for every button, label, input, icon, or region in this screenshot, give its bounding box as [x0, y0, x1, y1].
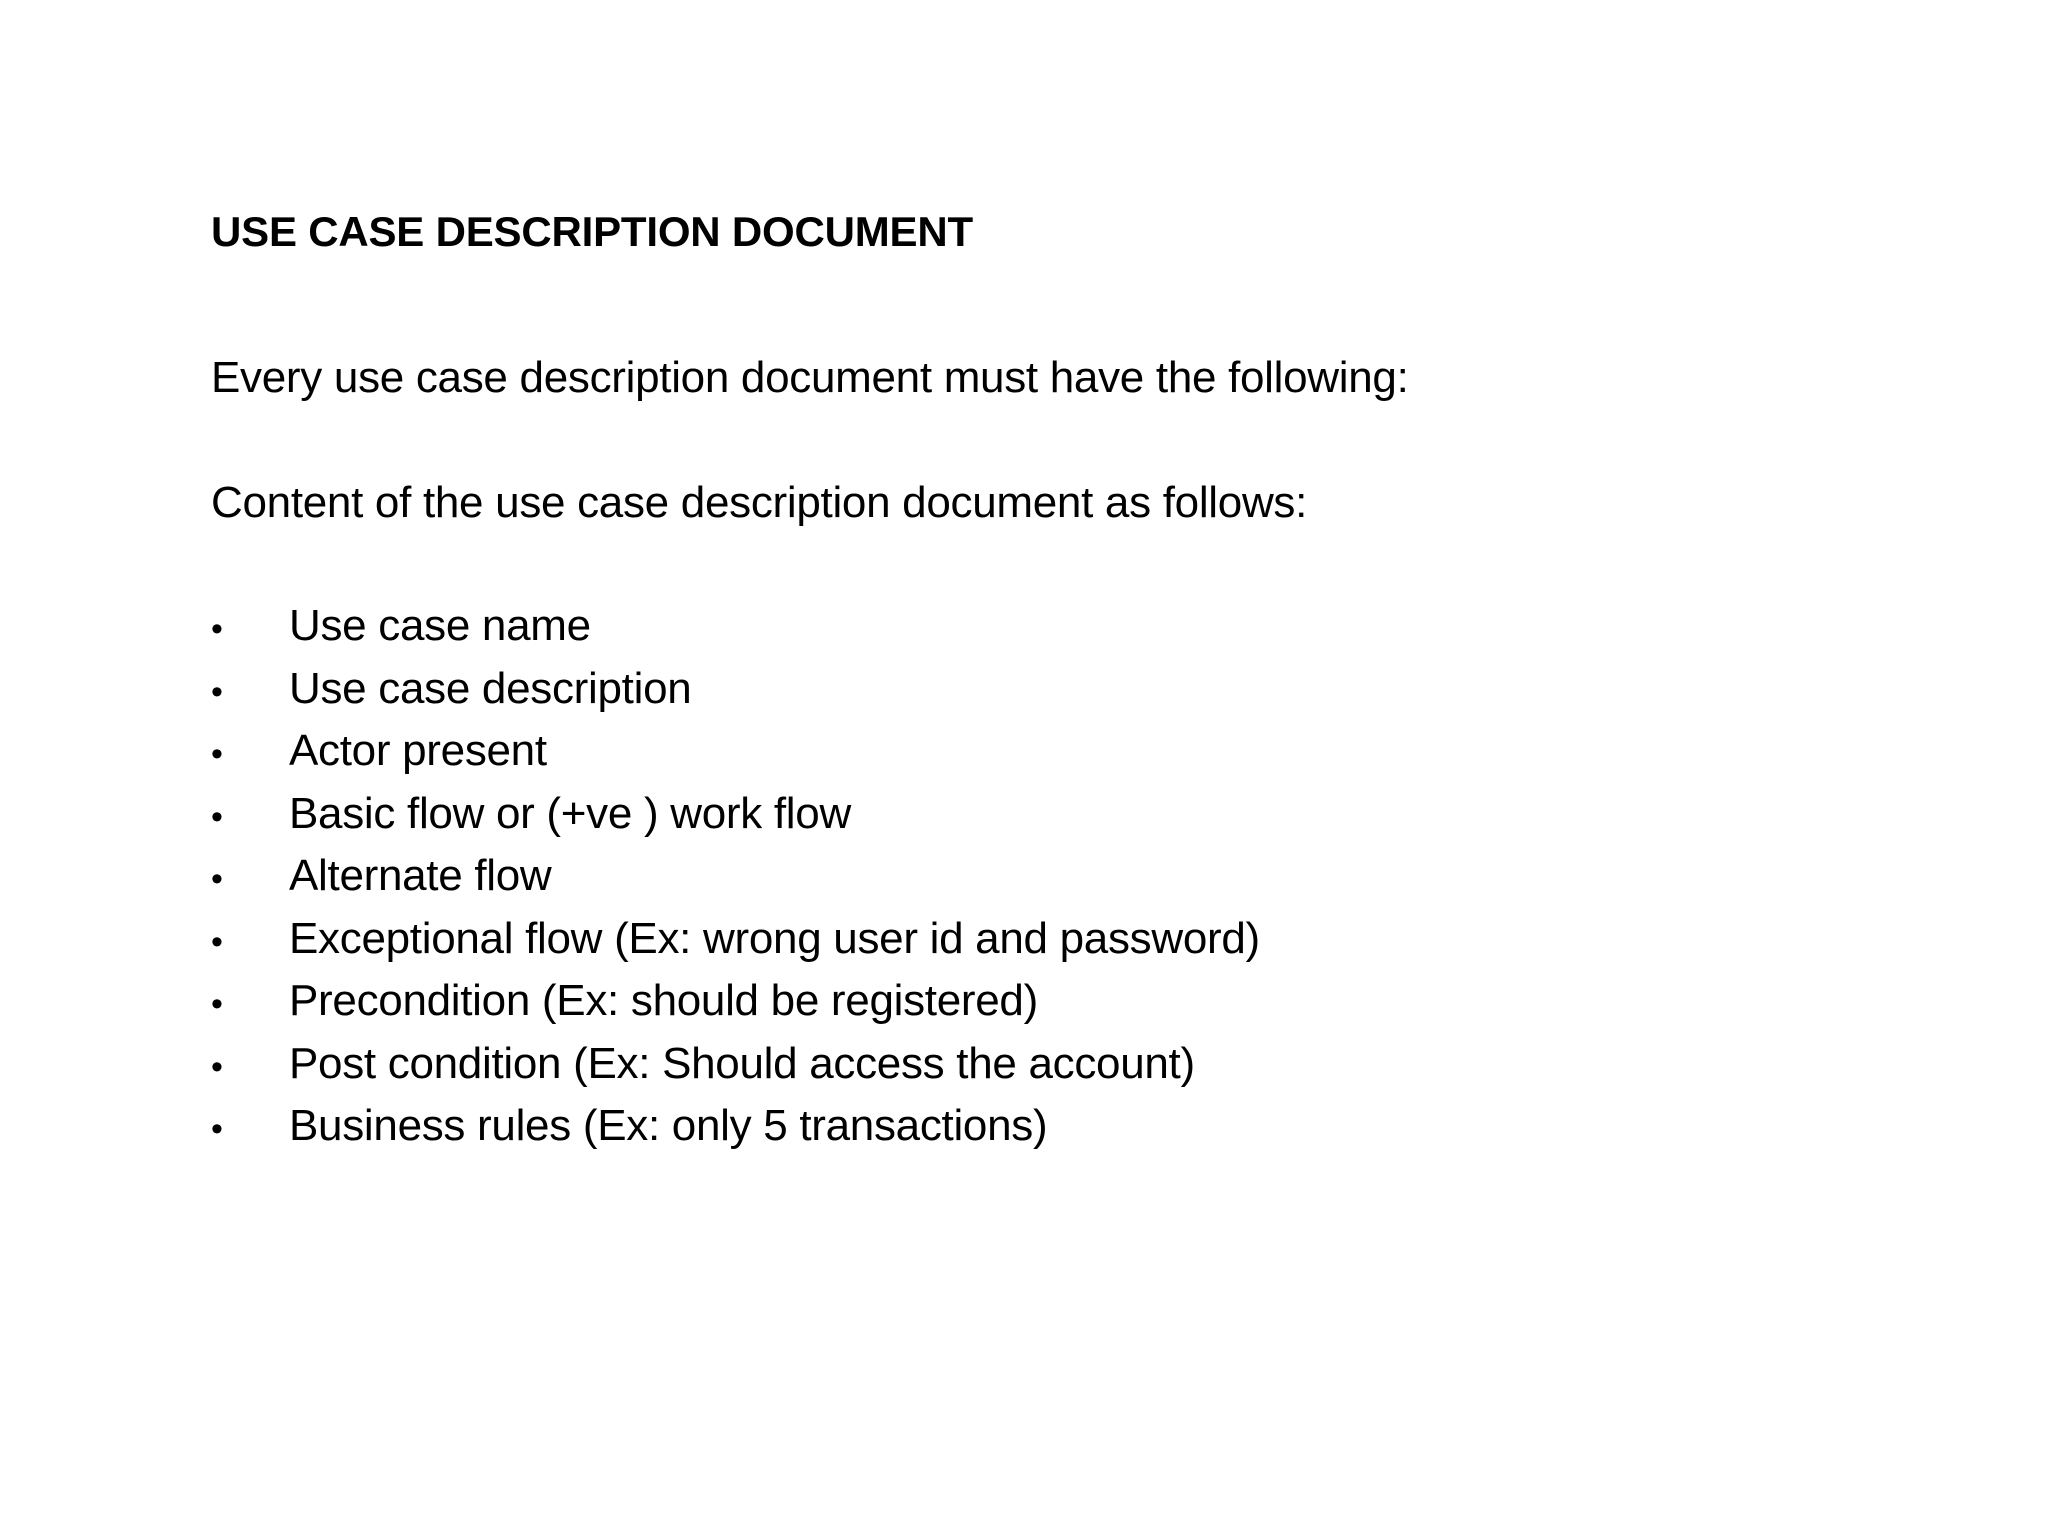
- document-title: USE CASE DESCRIPTION DOCUMENT: [211, 208, 973, 255]
- list-item-text: Use case name: [289, 601, 591, 650]
- list-item-text: Basic flow or (+ve ) work flow: [289, 788, 851, 838]
- list-item-text: Use case description: [289, 663, 692, 713]
- bullet-icon: •: [211, 1110, 223, 1148]
- content-heading: Content of the use case description document as follows:: [211, 478, 1308, 527]
- list-item: [211, 661, 1260, 724]
- list-item: [211, 848, 1260, 911]
- list-item-text: Post condition (Ex: Should access the account): [289, 1038, 1195, 1088]
- list-item: [211, 1098, 1260, 1161]
- list-item: [211, 598, 1260, 661]
- list-item: [211, 786, 1260, 849]
- list-item-text: Business rules (Ex: only 5 transactions): [289, 1101, 1048, 1150]
- list-item-text: Exceptional flow (Ex: wrong user id and password): [289, 913, 1260, 963]
- list-item-text: Precondition (Ex: should be registered): [289, 976, 1038, 1025]
- bullet-icon: •: [211, 797, 223, 836]
- list-item: [211, 1036, 1260, 1099]
- bullet-icon: •: [211, 1047, 223, 1086]
- bullet-icon: •: [211, 735, 223, 773]
- content-bullet-list: [211, 598, 1260, 1161]
- intro-paragraph: Every use case description document must have the following:: [211, 353, 1409, 402]
- list-item: [211, 973, 1260, 1036]
- list-item-text: Alternate flow: [289, 851, 552, 900]
- bullet-icon: •: [211, 985, 223, 1023]
- bullet-icon: •: [211, 922, 223, 961]
- list-item-text: Actor present: [289, 726, 547, 775]
- list-item: [211, 723, 1260, 786]
- list-item: [211, 911, 1260, 974]
- bullet-icon: •: [211, 672, 223, 711]
- bullet-icon: •: [211, 860, 223, 898]
- bullet-icon: •: [211, 610, 223, 648]
